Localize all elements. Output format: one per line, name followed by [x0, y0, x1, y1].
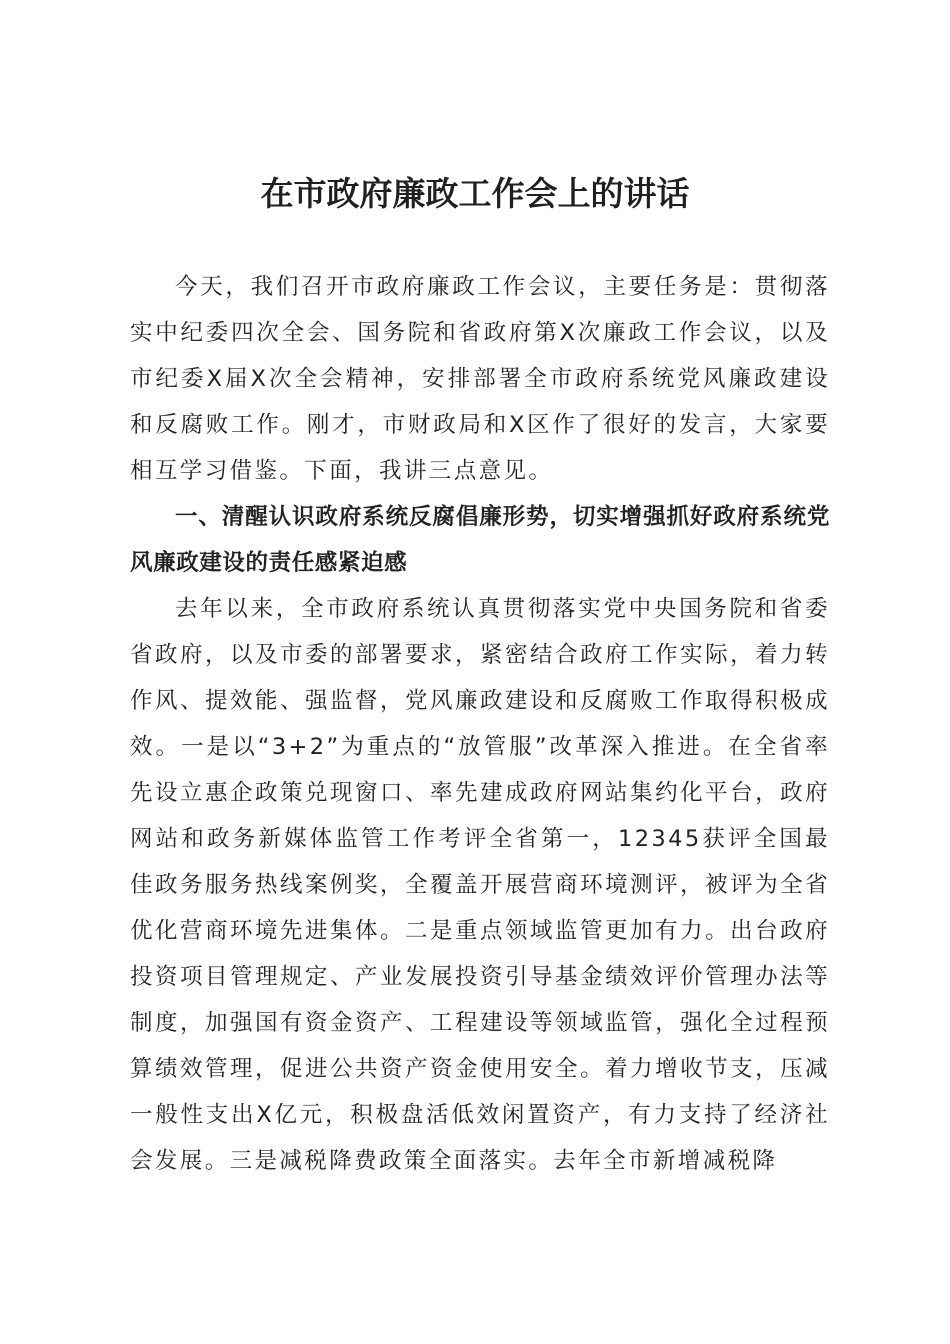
paragraph-intro: 今天，我们召开市政府廉政工作会议，主要任务是：贯彻落实中纪委四次全会、国务院和省政府第X次廉政工作会议，以及市纪委X届X次全会精神，安排部署全市政府系统党风廉政建设和反腐败工作。刚才，市财政局和X区作了很好的发言，大家要相互学习借鉴。下面，我讲三点意见。 — [130, 274, 830, 484]
document-body — [130, 264, 830, 1184]
section-heading-1: 一、清醒认识政府系统反腐倡廉形势，切实增强抓好政府系统党风廉政建设的责任感紧迫感 — [130, 504, 830, 576]
document-title: 在市政府廉政工作会上的讲话 — [260, 174, 690, 213]
paragraph-achievements: 去年以来，全市政府系统认真贯彻落实党中央国务院和省委省政府，以及市委的部署要求，紧密结合政府工作实际，着力转作风、提效能、强监督，党风廉政建设和反腐败工作取得积极成效。一是以“3+2”为重点的“放管服”改革深入推进。在全省率先设立惠企政策兑现窗口、率先建成政府网站集约化平台，政府网站和政务新媒体监管工作考评全省第一，12345获评全国最佳政务服务热线案例奖，全覆盖开展营商环境测评，被评为全省优化营商环境先进集体。二是重点领域监管更加有力。出台政府投资项目管理规定、产业发展投资引导基金绩效评价管理办法等制度，加强国有资金资产、工程建设等领域监管，强化全过程预算绩效管理，促进公共资产资金使用安全。着力增收节支，压减一般性支出X亿元，积极盘活低效闲置资产，有力支持了经济社会发展。三是减税降费政策全面落实。去年全市新增减税降 — [130, 596, 830, 1174]
